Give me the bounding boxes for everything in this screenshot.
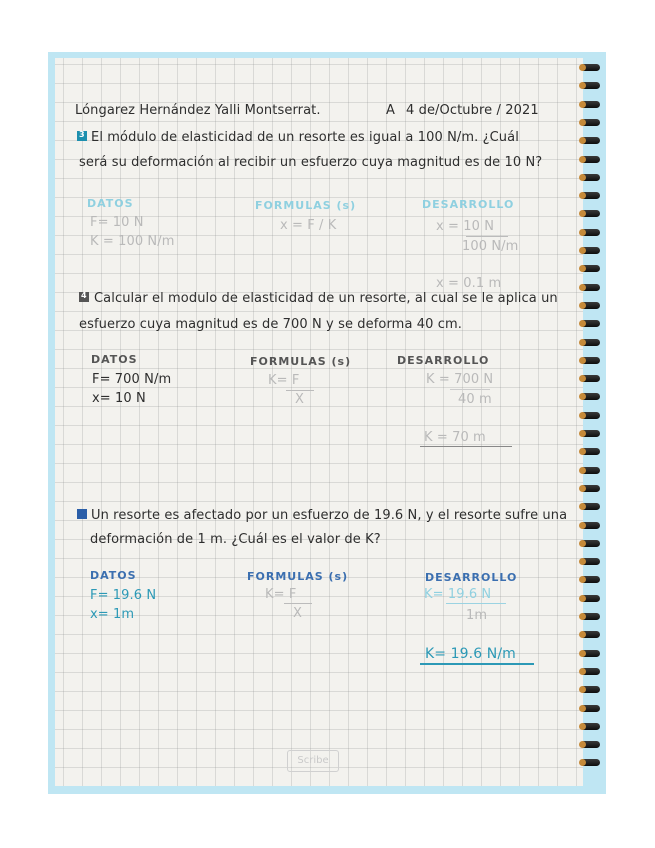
- problem-4-desarrollo-header: DESARROLLO: [397, 354, 490, 367]
- spiral-coil: [580, 357, 600, 364]
- problem-3-development-numerator: x = 10 N: [436, 219, 495, 234]
- problem-3-formulas-header: FORMULAS (s): [255, 199, 357, 212]
- spiral-hole: [579, 522, 586, 529]
- problem-5-formula-bottom: X: [293, 606, 303, 621]
- spiral-coil: [580, 650, 600, 657]
- problem-3-statement-line2: será su deformación al recibir un esfuerzo cuya magnitud es de 10 N?: [79, 155, 543, 170]
- problem-5-result-underline: [420, 663, 534, 665]
- problem-3-result: x = 0.1 m: [436, 276, 502, 291]
- spiral-coil: [580, 174, 600, 181]
- spiral-hole: [579, 503, 586, 510]
- spiral-hole: [579, 759, 586, 766]
- spiral-coil: [580, 229, 600, 236]
- spiral-hole: [579, 192, 586, 199]
- problem-5-datos-force: F= 19.6 N: [90, 588, 157, 603]
- spiral-coil: [580, 576, 600, 583]
- problem-5-datos-header: DATOS: [90, 569, 137, 582]
- spiral-hole: [579, 540, 586, 547]
- spiral-coil: [580, 210, 600, 217]
- problem-4-formula-bottom: X: [295, 392, 305, 407]
- spiral-coil: [580, 540, 600, 547]
- spiral-hole: [579, 393, 586, 400]
- spiral-coil: [580, 265, 600, 272]
- spiral-coil: [580, 631, 600, 638]
- spiral-coil: [580, 375, 600, 382]
- problem-5-statement-line1: Un resorte es afectado por un esfuerzo de 19.6 N, y el resorte sufre una: [91, 508, 568, 523]
- student-name: Lóngarez Hernández Yalli Montserrat.: [75, 103, 321, 118]
- spiral-hole: [579, 375, 586, 382]
- spiral-coil: [580, 503, 600, 510]
- spiral-coil: [580, 302, 600, 309]
- spiral-coil: [580, 320, 600, 327]
- spiral-coil: [580, 522, 600, 529]
- problem-3-datos-force: F= 10 N: [90, 215, 144, 230]
- spiral-coil: [580, 485, 600, 492]
- problem-3-datos-header: DATOS: [87, 197, 134, 210]
- spiral-hole: [579, 430, 586, 437]
- spiral-coil: [580, 686, 600, 693]
- problem-5-marker: [77, 509, 87, 519]
- spiral-hole: [579, 137, 586, 144]
- spiral-hole: [579, 705, 586, 712]
- spiral-hole: [579, 174, 586, 181]
- spiral-coil: [580, 284, 600, 291]
- spiral-coil: [580, 668, 600, 675]
- problem-5-development-numerator: K= 19.6 N: [424, 587, 492, 602]
- problem-4-formula-top: K= F: [268, 373, 300, 388]
- spiral-hole: [579, 339, 586, 346]
- problem-5-fraction-bar: [446, 603, 506, 604]
- problem-4-formulas-header: FORMULAS (s): [250, 355, 352, 368]
- spiral-coil: [580, 613, 600, 620]
- problem-4-number: 4: [81, 291, 87, 300]
- notebook-brand-logo: Scribe: [287, 750, 339, 772]
- problem-4-formula-bar: [286, 390, 314, 391]
- spiral-hole: [579, 467, 586, 474]
- spiral-coil: [580, 741, 600, 748]
- spiral-coil: [580, 448, 600, 455]
- problem-5-formulas-header: FORMULAS (s): [247, 570, 349, 583]
- spiral-coil: [580, 192, 600, 199]
- problem-4-datos-force: F= 700 N/m: [92, 372, 172, 387]
- problem-4-result-underline: [420, 446, 512, 447]
- spiral-hole: [579, 64, 586, 71]
- spiral-hole: [579, 156, 586, 163]
- spiral-coil: [580, 467, 600, 474]
- spiral-coil: [580, 64, 600, 71]
- problem-4-datos-header: DATOS: [91, 353, 138, 366]
- spiral-binding: [580, 64, 602, 779]
- problem-5-desarrollo-header: DESARROLLO: [425, 571, 518, 584]
- spiral-coil: [580, 393, 600, 400]
- problem-5-formula-top: K= F: [265, 587, 297, 602]
- group-letter: A: [386, 103, 395, 118]
- spiral-hole: [579, 247, 586, 254]
- problem-4-statement-line2: esfuerzo cuya magnitud es de 700 N y se deforma 40 cm.: [79, 317, 462, 332]
- spiral-hole: [579, 357, 586, 364]
- spiral-hole: [579, 558, 586, 565]
- spiral-hole: [579, 576, 586, 583]
- problem-5-development-denominator: 1m: [466, 608, 488, 623]
- spiral-coil: [580, 430, 600, 437]
- spiral-coil: [580, 156, 600, 163]
- spiral-coil: [580, 412, 600, 419]
- problem-4-development-numerator: K = 700 N: [426, 372, 494, 387]
- problem-3-number: 3: [79, 130, 85, 139]
- spiral-coil: [580, 82, 600, 89]
- problem-5-formula-bar: [284, 603, 312, 604]
- problem-4-statement-line1: Calcular el modulo de elasticidad de un resorte, al cual se le aplica un: [94, 291, 558, 306]
- spiral-hole: [579, 448, 586, 455]
- problem-5-result: K= 19.6 N/m: [425, 646, 516, 662]
- problem-3-statement-line1: El módulo de elasticidad de un resorte es igual a 100 N/m. ¿Cuál: [91, 130, 519, 145]
- problem-3-desarrollo-header: DESARROLLO: [422, 198, 515, 211]
- spiral-hole: [579, 265, 586, 272]
- spiral-hole: [579, 82, 586, 89]
- spiral-hole: [579, 210, 586, 217]
- spiral-hole: [579, 650, 586, 657]
- spiral-hole: [579, 595, 586, 602]
- spiral-hole: [579, 284, 586, 291]
- problem-5-statement-line2: deformación de 1 m. ¿Cuál es el valor de K?: [90, 532, 381, 547]
- spiral-hole: [579, 613, 586, 620]
- spiral-coil: [580, 101, 600, 108]
- spiral-hole: [579, 412, 586, 419]
- spiral-hole: [579, 101, 586, 108]
- spiral-hole: [579, 741, 586, 748]
- spiral-coil: [580, 247, 600, 254]
- spiral-coil: [580, 119, 600, 126]
- problem-4-datos-x: x= 10 N: [92, 391, 146, 406]
- problem-3-development-denominator: 100 N/m: [462, 239, 519, 254]
- problem-3-fraction-bar: [466, 236, 508, 237]
- spiral-hole: [579, 485, 586, 492]
- problem-4-result: K = 70 m: [424, 430, 486, 445]
- spiral-hole: [579, 686, 586, 693]
- spiral-coil: [580, 705, 600, 712]
- spiral-hole: [579, 320, 586, 327]
- date: 4 de/Octubre / 2021: [406, 103, 539, 118]
- spiral-hole: [579, 302, 586, 309]
- spiral-coil: [580, 723, 600, 730]
- spiral-hole: [579, 229, 586, 236]
- spiral-coil: [580, 595, 600, 602]
- problem-3-datos-k: K = 100 N/m: [90, 234, 175, 249]
- problem-5-datos-x: x= 1m: [90, 607, 135, 622]
- spiral-hole: [579, 119, 586, 126]
- problem-3-formula: x = F / K: [280, 218, 337, 233]
- spiral-coil: [580, 137, 600, 144]
- spiral-coil: [580, 339, 600, 346]
- problem-4-fraction-bar: [450, 389, 490, 390]
- spiral-hole: [579, 723, 586, 730]
- spiral-coil: [580, 759, 600, 766]
- problem-4-development-denominator: 40 m: [458, 392, 492, 407]
- spiral-coil: [580, 558, 600, 565]
- spiral-hole: [579, 631, 586, 638]
- spiral-hole: [579, 668, 586, 675]
